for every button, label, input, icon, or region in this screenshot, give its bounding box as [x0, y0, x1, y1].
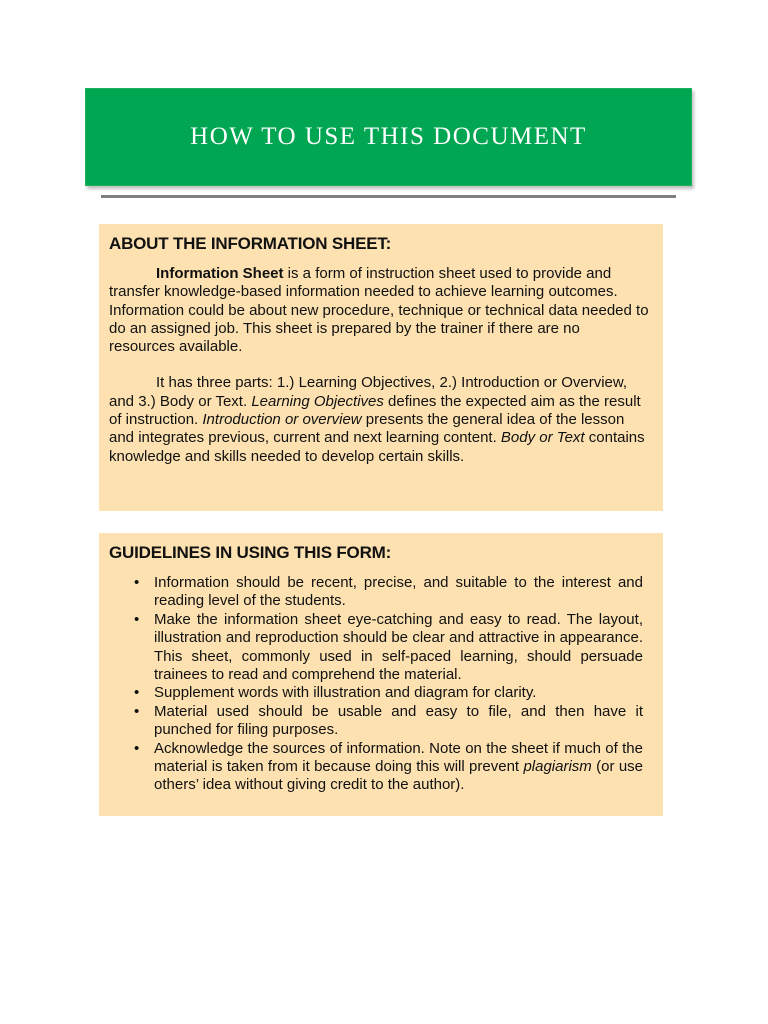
about-paragraph-2 — [109, 374, 653, 465]
bullet-icon: • — [134, 610, 140, 628]
about-information-sheet-panel — [99, 224, 663, 511]
list-item — [109, 611, 653, 685]
about-paragraph-2-text-3: presents the general idea of the lesson and integrates previous, current and next learning content. — [109, 411, 625, 447]
bullet-icon: • — [134, 702, 140, 720]
bullet-icon: • — [134, 574, 140, 591]
list-item — [109, 684, 653, 702]
body-text-term: Body or Text — [500, 429, 585, 447]
about-paragraph-1 — [109, 265, 653, 356]
page-title: HOW TO USE THIS DOCUMENT — [190, 123, 587, 150]
list-item-text: Make the information sheet eye-catching and easy to read. The layout, illustration and reproduction should be clear and attractive in appearance. This sheet, commonly used in self-paced learning, should persuade trainees to read and comprehend the material. — [154, 610, 643, 684]
divider — [101, 195, 676, 198]
introduction-term: Introduction or overview — [202, 411, 362, 429]
about-paragraph-2-text-2: defines the expected aim as the result of instruction. — [109, 392, 641, 429]
bullet-icon: • — [134, 739, 140, 757]
bullet-icon: • — [134, 684, 140, 702]
list-item-text: Acknowledge the sources of information. Note on the sheet if much of the material is taken from it because doing this will prevent — [154, 739, 643, 776]
list-item — [109, 703, 653, 740]
list-item-text-end: (or use others’ idea without giving credit to the author). — [154, 758, 644, 794]
title-banner — [85, 88, 692, 186]
about-paragraph-2-text-4: contains knowledge and skills needed to develop certain skills. — [109, 429, 645, 465]
guidelines-list — [109, 574, 653, 795]
list-item — [109, 574, 653, 611]
list-item — [109, 740, 653, 795]
about-heading: ABOUT THE INFORMATION SHEET: — [109, 234, 392, 253]
guidelines-heading: GUIDELINES IN USING THIS FORM: — [109, 543, 392, 562]
list-item-text: Material used should be usable and easy to file, and then have it punched for filing purposes. — [154, 702, 643, 739]
plagiarism-term: plagiarism — [523, 758, 592, 776]
learning-objectives-term: Learning Objectives — [251, 392, 384, 410]
about-paragraph-1-text: is a form of instruction sheet used to provide and transfer knowledge-based information needed to achieve learning outcomes. Information could be about new procedure, technique or technical data needed to do an assigned job. This sheet is prepared by the trainer if there are no resources available. — [109, 265, 649, 356]
guidelines-panel — [99, 533, 663, 816]
list-item-text: Information should be recent, precise, and suitable to the interest and reading level of the students. — [154, 574, 643, 610]
about-paragraph-2-text-1: It has three parts: 1.) Learning Objectives, 2.) Introduction or Overview, and 3.) Body or Text. — [109, 374, 628, 410]
information-sheet-term: Information Sheet — [156, 265, 284, 282]
list-item-text: Supplement words with illustration and diagram for clarity. — [154, 684, 537, 702]
